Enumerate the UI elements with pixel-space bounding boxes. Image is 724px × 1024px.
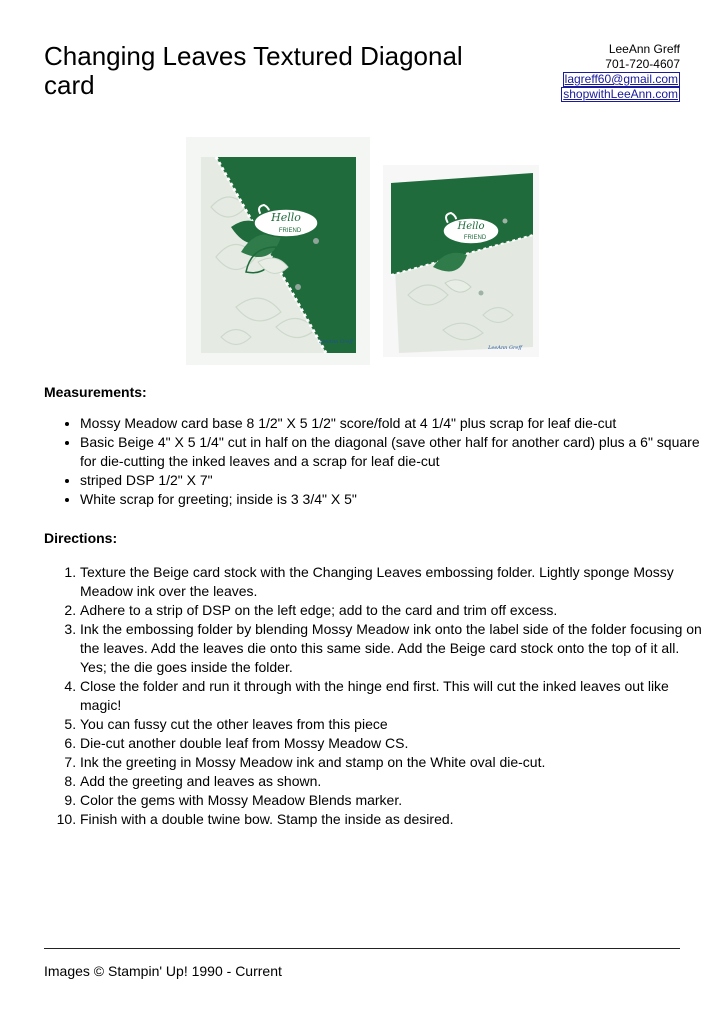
card1-greeting-line2: FRIEND (278, 228, 302, 234)
list-item: • Basic Beige 4" X 5 1/4" cut in half on the diagonal (save other half for another card) plus a 6" square for die-cutting the inked leaves and a scrap for leaf die-cut (80, 433, 710, 471)
list-item: 8. Add the greeting and leaves as shown. (80, 772, 705, 791)
list-item: 2. Adhere to a strip of DSP on the left edge; add to the card and trim off excess. (80, 601, 705, 620)
card1-signature: LeeAnn Greff (319, 339, 353, 345)
card-photo-angled (383, 165, 539, 357)
list-item: 4. Close the folder and run it through with the hinge end first. This will cut the inked leaves out like magic! (80, 677, 705, 715)
list-item: • striped DSP 1/2" X 7" (80, 471, 710, 490)
email-link[interactable]: lagreff60@gmail.com (564, 72, 678, 86)
website-link[interactable]: shopwithLeeAnn.com (563, 87, 678, 101)
directions-heading: Directions: (44, 530, 118, 546)
card2-greeting-line1: Hello (457, 221, 485, 232)
list-item: 10. Finish with a double twine bow. Stamp the inside as desired. (80, 810, 705, 829)
page-title: Changing Leaves Textured Diagonal card (44, 41, 463, 100)
card1-greeting-line1: Hello (271, 211, 301, 224)
list-item: 9. Color the gems with Mossy Meadow Blends marker. (80, 791, 705, 810)
contact-phone: 701-720-4607 (605, 57, 680, 71)
list-item: 7. Ink the greeting in Mossy Meadow ink and stamp on the White oval die-cut. (80, 753, 705, 772)
card-photo-front (186, 137, 370, 365)
footer-copyright: Images © Stampin' Up! 1990 - Current (44, 963, 282, 979)
list-item: 1. Texture the Beige card stock with the Changing Leaves embossing folder. Lightly sponge Mossy Meadow ink over the leaves. (80, 563, 705, 601)
contact-name: LeeAnn Greff (608, 42, 680, 56)
directions-list (60, 563, 705, 829)
card2-greeting-line2: FRIEND (463, 235, 487, 241)
list-item: • White scrap for greeting; inside is 3 3/4" X 5" (80, 490, 710, 509)
list-item: 6. Die-cut another double leaf from Mossy Meadow CS. (80, 734, 705, 753)
list-item: • Mossy Meadow card base 8 1/2" X 5 1/2" score/fold at 4 1/4" plus scrap for leaf die-cut (80, 414, 710, 433)
measurements-list (64, 414, 710, 509)
list-item: 3. Ink the embossing folder by blending Mossy Meadow ink onto the label side of the folder focusing on the leaves. Add the leaves die onto this same side. Add the Beige card stock onto the top of it all. Yes; the die goes inside the folder. (80, 620, 705, 677)
list-item: 5. You can fussy cut the other leaves from this piece (80, 715, 705, 734)
card2-signature: LeeAnn Greff (488, 345, 522, 351)
contact-block (561, 42, 680, 102)
footer-divider (44, 948, 680, 949)
measurements-heading: Measurements: (44, 384, 147, 400)
